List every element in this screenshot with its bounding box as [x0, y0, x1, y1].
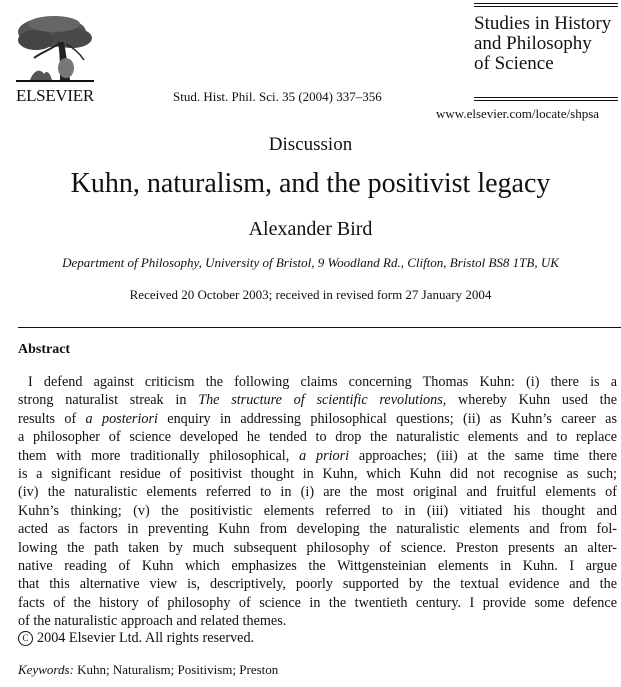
- abstract-line: [18, 447, 617, 465]
- received-dates: Received 20 October 2003; received in revised form 27 January 2004: [129, 287, 492, 302]
- abstract-line: [18, 483, 617, 501]
- abstract-text: that this alternative view is, descriptively, poorly supported by the textual evidence and the: [18, 576, 617, 593]
- abstract-text: approaches; (iii) at the same time there: [349, 447, 617, 464]
- elsevier-tree-logo-icon: [14, 14, 96, 86]
- abstract-line: [18, 520, 617, 538]
- abstract-heading: Abstract: [18, 342, 71, 357]
- abstract-text: a philosopher of science developed he tended to drop the naturalistic elements and to replace: [18, 429, 617, 446]
- journal-title-line: Studies in History: [474, 13, 612, 34]
- abstract-text: facts of the history of philosophy of science in the twentieth century. I provide some defence: [18, 594, 617, 611]
- journal-title-rule-bottom: [474, 97, 618, 101]
- abstract-text: strong naturalist streak in: [18, 392, 199, 409]
- publisher-logo-text: ELSEVIER: [16, 86, 94, 105]
- abstract-line: [18, 465, 617, 483]
- abstract-body: [18, 373, 617, 631]
- journal-title: [474, 14, 611, 74]
- copyright-icon: C: [18, 631, 33, 646]
- abstract-line: [18, 594, 617, 612]
- abstract-line: [18, 557, 617, 575]
- abstract-line: [18, 410, 617, 428]
- abstract-line: [18, 539, 617, 557]
- journal-citation: Stud. Hist. Phil. Sci. 35 (2004) 337–356: [173, 89, 382, 104]
- keywords: [18, 662, 278, 678]
- abstract-text: acted as factors in preventing Kuhn from developing the naturalistic elements and from fol-: [18, 521, 617, 538]
- section-divider: [18, 327, 621, 328]
- abstract-line: [18, 612, 617, 630]
- abstract-text: them with more traditionally philosophical,: [18, 447, 300, 464]
- abstract-line: [18, 428, 617, 446]
- abstract-text: is a significant residue of positivist thought in Kuhn, which Kuhn did not recognise as such;: [18, 466, 617, 483]
- section-label: Discussion: [268, 134, 353, 155]
- keywords-label: Keywords:: [18, 662, 74, 677]
- abstract-text: lowing the path taken by much subsequent philosophy of science. Preston presents an alter-: [18, 539, 617, 556]
- abstract-line: [18, 373, 617, 391]
- abstract-text: of the naturalistic approach and related themes.: [18, 613, 287, 630]
- abstract-text: enquiry in addressing philosophical questions; (ii) as Kuhn’s career as: [157, 410, 617, 427]
- abstract-text: results of: [18, 410, 86, 427]
- abstract-text: , whereby Kuhn used the: [442, 392, 617, 409]
- abstract-text: I defend against criticism the following claims concerning Thomas Kuhn: (i) there is a: [28, 374, 617, 390]
- author-name: Alexander Bird: [248, 218, 373, 240]
- abstract-italic-text: a priori: [299, 447, 350, 464]
- copyright-notice: [18, 630, 254, 647]
- abstract-italic-text: The structure of scientific revolutions: [198, 392, 443, 409]
- author-affiliation: Department of Philosophy, University of Bristol, 9 Woodland Rd., Clifton, Bristol BS8 1TB, UK: [62, 255, 559, 270]
- abstract-line: [18, 575, 617, 593]
- abstract-italic-text: a posteriori: [85, 410, 158, 427]
- abstract-line: [18, 502, 617, 520]
- abstract-line: [18, 391, 617, 409]
- journal-title-rule-top: [474, 3, 618, 7]
- abstract-text: (iv) the naturalistic elements referred to in (i) are the most original and fruitful elements of: [18, 484, 617, 501]
- keywords-values: Kuhn; Naturalism; Positivism; Preston: [77, 662, 279, 677]
- journal-title-line: and Philosophy: [474, 33, 592, 54]
- abstract-text: Kuhn’s thinking; (v) the positivistic elements referred to in (iii) vitiated his thought and: [18, 502, 617, 519]
- article-title: Kuhn, naturalism, and the positivist legacy: [70, 168, 551, 199]
- abstract-text: native reading of Kuhn which emphasizes the Wittgensteinian elements in Kuhn. I argue: [18, 558, 617, 575]
- journal-title-line: of Science: [474, 53, 554, 74]
- copyright-text: 2004 Elsevier Ltd. All rights reserved.: [37, 630, 255, 646]
- journal-url-link[interactable]: www.elsevier.com/locate/shpsa: [436, 106, 600, 121]
